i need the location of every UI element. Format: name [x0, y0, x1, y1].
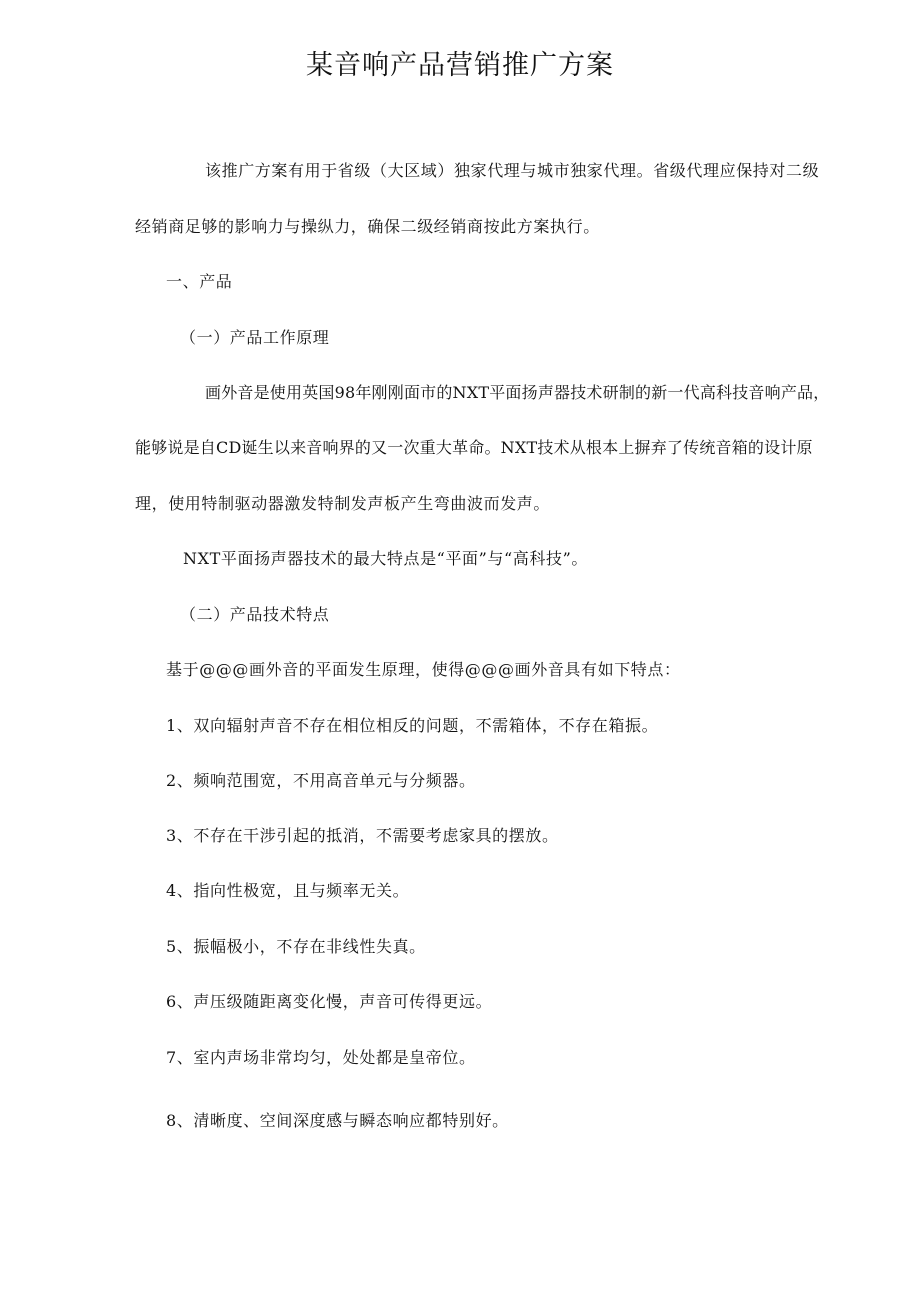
feature-list-item: 8、清晰度、空间深度感与瞬态响应都特别好。: [166, 1111, 509, 1130]
principle-paragraph-line-2: 能够说是自CD诞生以来音响界的又一次重大革命。NXT技术从根本上摒弃了传统音箱的设计原: [135, 438, 813, 457]
principle-paragraph-line-1: 画外音是使用英国98年刚刚面市的NXT平面扬声器技术研制的新一代高科技音响产品，: [205, 383, 830, 402]
feature-list-item: 5、振幅极小，不存在非线性失真。: [166, 937, 426, 956]
features-intro: 基于@@@画外音的平面发生原理，使得@@@画外音具有如下特点：: [166, 660, 681, 679]
feature-list-item: 1、双向辐射声音不存在相位相反的问题，不需箱体，不存在箱振。: [166, 716, 659, 735]
subsection-heading-working-principle: （一）产品工作原理: [180, 328, 330, 347]
intro-paragraph-line-2: 经销商足够的影响力与操纵力，确保二级经销商按此方案执行。: [135, 217, 600, 236]
section-heading-product: 一、产品: [166, 272, 233, 291]
nxt-feature-paragraph: NXT平面扬声器技术的最大特点是“平面”与“高科技”。: [183, 549, 588, 568]
feature-list-item: 7、室内声场非常均匀，处处都是皇帝位。: [166, 1048, 476, 1067]
principle-paragraph-line-3: 理，使用特制驱动器激发特制发声板产生弯曲波而发声。: [135, 494, 551, 513]
feature-list-item: 3、不存在干涉引起的抵消，不需要考虑家具的摆放。: [166, 826, 559, 845]
feature-list-item: 4、指向性极宽，且与频率无关。: [166, 881, 410, 900]
intro-paragraph-line-1: 该推广方案有用于省级（大区域）独家代理与城市独家代理。省级代理应保持对二级: [205, 161, 820, 180]
feature-list-item: 6、声压级随距离变化慢，声音可传得更远。: [166, 992, 493, 1011]
document-title: 某音响产品营销推广方案: [306, 50, 614, 81]
subsection-heading-technical-features: （二）产品技术特点: [180, 605, 330, 624]
feature-list-item: 2、频响范围宽，不用高音单元与分频器。: [166, 771, 476, 790]
